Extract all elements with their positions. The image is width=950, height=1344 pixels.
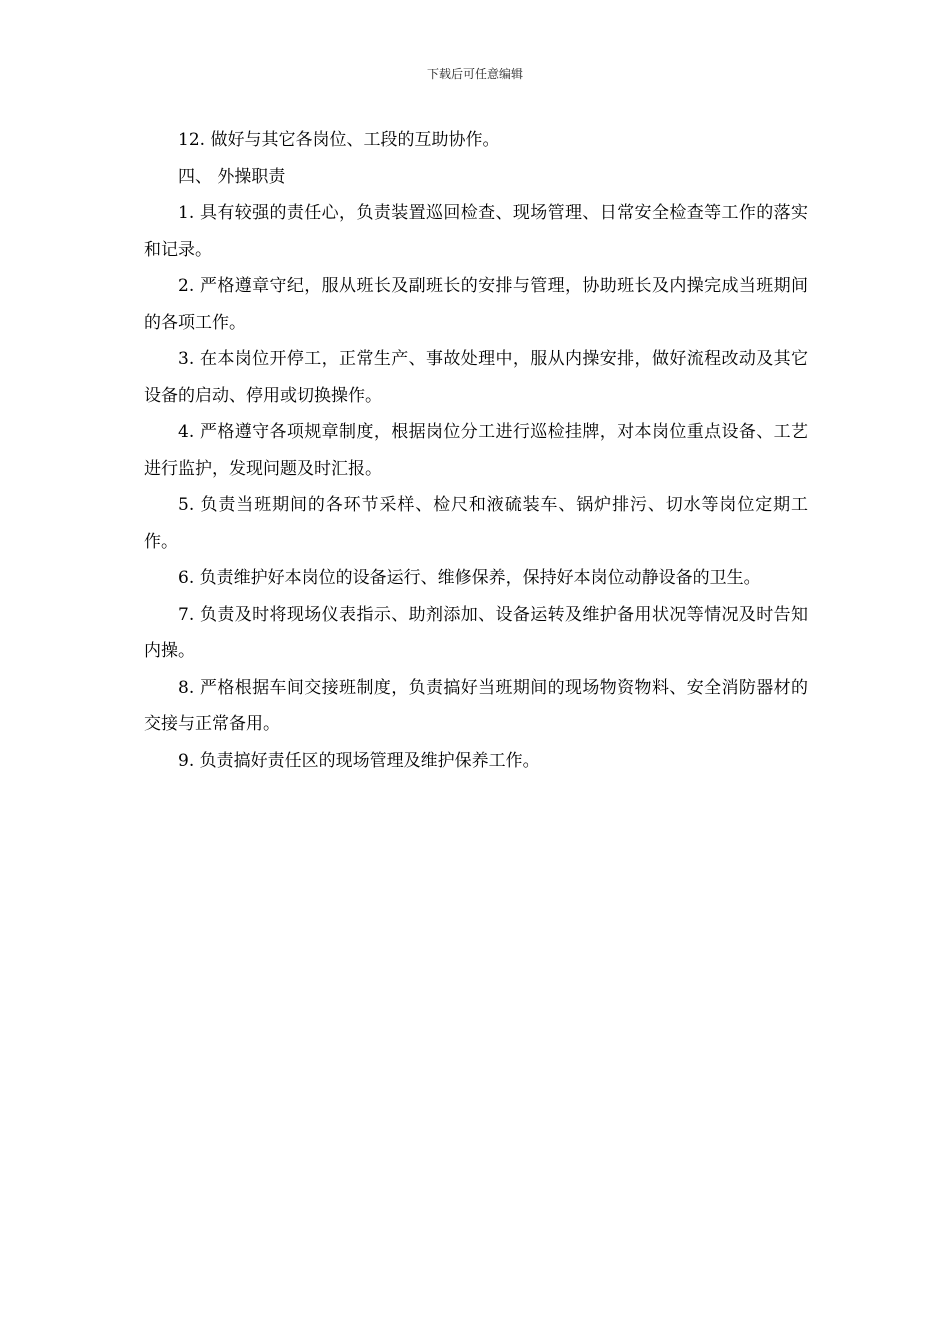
paragraph-item-5: 5. 负责当班期间的各环节采样、检尺和液硫装车、锅炉排污、切水等岗位定期工作。 — [144, 495, 808, 552]
paragraph-item-1: 1. 具有较强的责任心，负责装置巡回检查、现场管理、日常安全检查等工作的落实和记录。 — [144, 203, 808, 260]
page-header: 下载后可任意编辑 — [426, 67, 523, 81]
section-heading-outside-operator-duties: 四、 外操职责 — [178, 166, 286, 187]
paragraph-item-6: 6. 负责维护好本岗位的设备运行、维修保养，保持好本岗位动静设备的卫生。 — [178, 568, 761, 588]
document-body — [144, 122, 808, 779]
paragraph-item-7: 7. 负责及时将现场仪表指示、助剂添加、设备运转及维护备用状况等情况及时告知内操。 — [144, 604, 808, 661]
paragraph-item-8: 8. 严格根据车间交接班制度，负责搞好当班期间的现场物资物料、安全消防器材的交接与正常备用。 — [144, 677, 808, 734]
paragraph-item-3: 3. 在本岗位开停工，正常生产、事故处理中，服从内操安排，做好流程改动及其它设备的启动、停用或切换操作。 — [144, 349, 808, 406]
paragraph-item-12: 12. 做好与其它各岗位、工段的互助协作。 — [178, 130, 500, 150]
paragraph-item-9: 9. 负责搞好责任区的现场管理及维护保养工作。 — [178, 750, 540, 771]
paragraph-item-2: 2. 严格遵章守纪，服从班长及副班长的安排与管理，协助班长及内操完成当班期间的各项工作。 — [144, 276, 808, 333]
paragraph-item-4: 4. 严格遵守各项规章制度，根据岗位分工进行巡检挂牌，对本岗位重点设备、工艺进行监护，发现问题及时汇报。 — [144, 422, 808, 479]
